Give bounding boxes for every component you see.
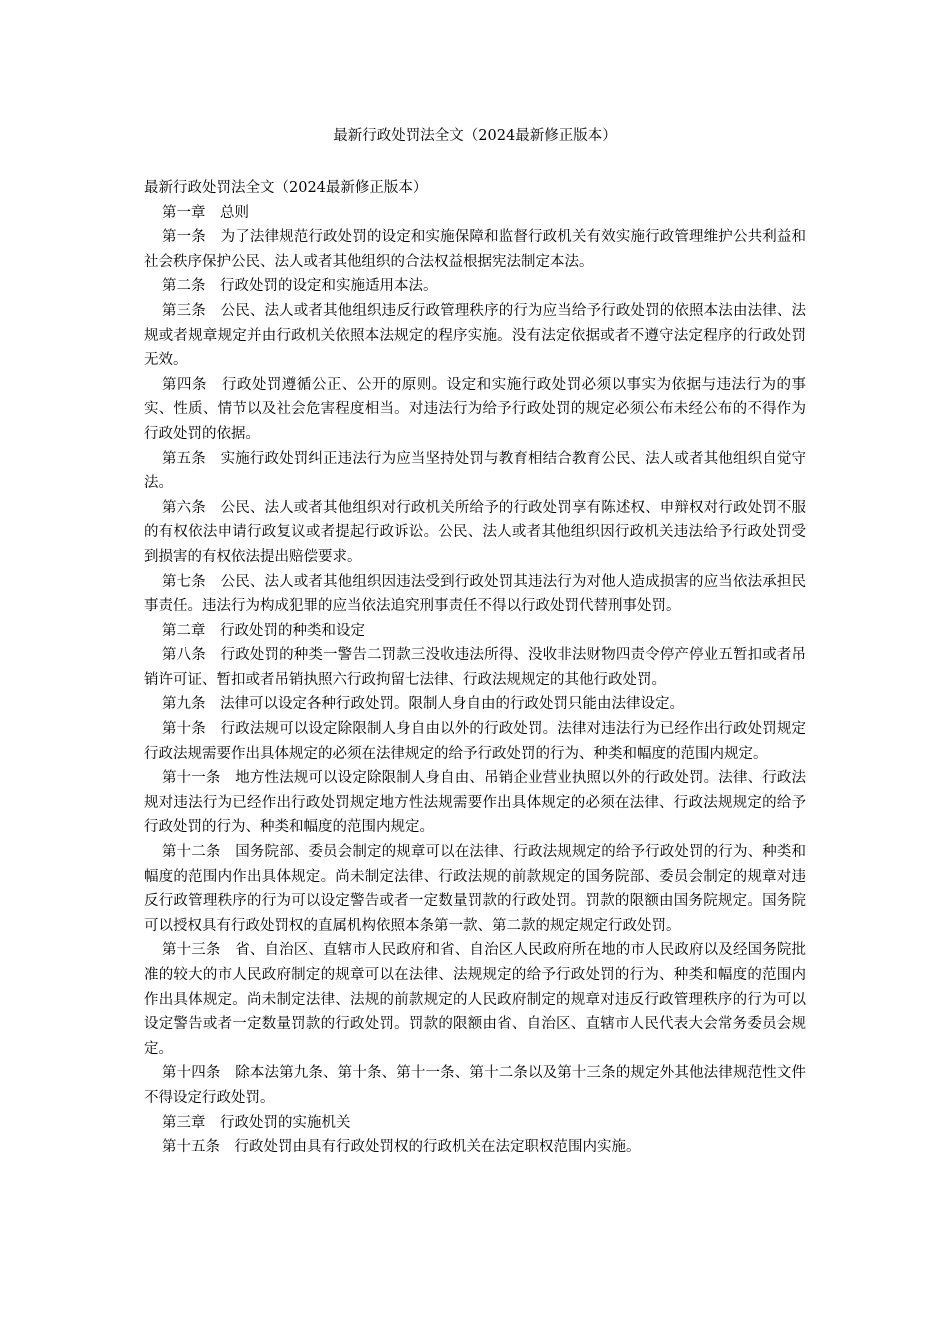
article-text: 省、自治区、直辖市人民政府和省、自治区人民政府所在地的市人民政府以及经国务院批准的较大的市人民政府制定的规章可以在法律、法规规定的给予行政处罚的行为、种类和幅度的范围内作出具体规定。尚未制定法律、法规的前款规定的人民政府制定的规章对违反行政管理秩序的行为可以设定警告或者一定数量罚款的行政处罚。罚款的限额由省、自治区、直辖市人民代表大会常务委员会规定。 — [144, 942, 807, 1057]
article-text: 为了法律规范行政处罚的设定和实施保障和监督行政机关有效实施行政管理维护公共利益和社会秩序保护公民、法人或者其他组织的合法权益根据宪法制定本法。 — [144, 229, 807, 270]
article-label: 第一章 — [162, 204, 206, 221]
article-label: 第八条 — [162, 647, 206, 664]
article-text: 行政处罚的种类一警告二罚款三没收违法所得、没收非法财物四责令停产停业五暂扣或者吊销许可证、暂扣或者吊销执照六行政拘留七法律、行政法规规定的其他行政处罚。 — [144, 647, 807, 688]
article-label: 第六条 — [162, 499, 206, 516]
article-paragraph — [144, 201, 806, 226]
article-label: 第十一条 — [162, 770, 221, 787]
article-label: 第一条 — [162, 229, 206, 246]
article-label: 第七条 — [162, 573, 206, 590]
article-paragraph — [144, 274, 806, 299]
article-paragraph — [144, 840, 806, 938]
article-text: 行政处罚的设定和实施适用本法。 — [220, 278, 438, 295]
article-text: 公民、法人或者其他组织因违法受到行政处罚其违法行为对他人造成损害的应当依法承担民事责任。违法行为构成犯罪的应当依法追究刑事责任不得以行政处罚代替刑事处罚。 — [144, 573, 807, 615]
document-title: 最新行政处罚法全文（2024最新修正版本） — [333, 128, 617, 144]
article-paragraph — [144, 373, 806, 447]
article-label: 第五条 — [162, 450, 206, 467]
article-text: 行政处罚的种类和设定 — [220, 622, 365, 639]
article-text: 除本法第九条、第十条、第十一条、第十二条以及第十三条的规定外其他法律规范性文件不得设定行政处罚。 — [144, 1065, 807, 1106]
article-paragraph — [144, 496, 806, 570]
document-subtitle: 最新行政处罚法全文（2024最新修正版本） — [144, 180, 428, 196]
article-text: 行政法规可以设定除限制人身自由以外的行政处罚。法律对违法行为已经作出行政处罚规定行政法规需要作出具体规定的必须在法律规定的给予行政处罚的行为、种类和幅度的范围内规定。 — [144, 721, 807, 762]
article-text: 地方性法规可以设定除限制人身自由、吊销企业营业执照以外的行政处罚。法律、行政法规对违法行为已经作出行政处罚规定地方性法规需要作出具体规定的必须在法律、行政法规规定的给予行政处罚的行为、种类和幅度的范围内规定。 — [144, 770, 807, 836]
article-paragraph — [144, 619, 806, 644]
article-paragraph — [144, 570, 806, 619]
article-label: 第十三条 — [162, 942, 221, 959]
article-text: 公民、法人或者其他组织对行政机关所给予的行政处罚享有陈述权、申辩权对行政处罚不服的有权依法申请行政复议或者提起行政诉讼。公民、法人或者其他组织因行政机关违法给予行政处罚受到损害的有权依法提出赔偿要求。 — [144, 499, 807, 565]
article-label: 第十二条 — [162, 844, 221, 861]
article-paragraph — [144, 692, 806, 717]
article-label: 第三条 — [162, 302, 206, 319]
article-paragraph — [144, 225, 806, 274]
article-paragraph — [144, 1135, 806, 1160]
article-text: 国务院部、委员会制定的规章可以在法律、行政法规规定的给予行政处罚的行为、种类和幅度的范围内作出具体规定。尚未制定法律、行政法规的前款规定的国务院部、委员会制定的规章对违反行政管理秩序的行为可以设定警告或者一定数量罚款的行政处罚。罚款的限额由国务院规定。国务院可以授权具有行政处罚权的直属机构依照本条第一款、第二款的规定规定行政处罚。 — [144, 844, 807, 934]
article-paragraph — [144, 643, 806, 692]
article-text: 公民、法人或者其他组织违反行政管理秩序的行为应当给予行政处罚的依照本法由法律、法规或者规章规定并由行政机关依照本法规定的程序实施。没有法定依据或者不遵守法定程序的行政处罚无效。 — [144, 302, 807, 369]
article-label: 第二条 — [162, 278, 206, 295]
article-text: 行政处罚的实施机关 — [220, 1114, 351, 1131]
article-paragraph — [144, 938, 806, 1061]
article-paragraph — [144, 766, 806, 840]
article-text: 行政处罚由具有行政处罚权的行政机关在法定职权范围内实施。 — [234, 1139, 641, 1156]
article-paragraph — [144, 1061, 806, 1110]
article-paragraph — [144, 447, 806, 496]
article-label: 第十条 — [162, 721, 206, 738]
article-paragraph — [144, 717, 806, 766]
paragraph-list — [144, 201, 806, 1160]
article-label: 第四条 — [162, 376, 207, 393]
article-text: 行政处罚遵循公正、公开的原则。设定和实施行政处罚必须以事实为依据与违法行为的事实、性质、情节以及社会危害程度相当。对违法行为给予行政处罚的规定必须公布未经公布的不得作为行政处罚的依据。 — [144, 376, 807, 442]
article-label: 第二章 — [162, 622, 206, 639]
document-body — [144, 176, 806, 1160]
article-label: 第十四条 — [162, 1065, 221, 1082]
article-label: 第三章 — [162, 1114, 206, 1131]
article-paragraph — [144, 299, 806, 373]
article-text: 法律可以设定各种行政处罚。限制人身自由的行政处罚只能由法律设定。 — [220, 696, 684, 713]
article-paragraph — [144, 1111, 806, 1136]
article-text: 实施行政处罚纠正违法行为应当坚持处罚与教育相结合教育公民、法人或者其他组织自觉守法。 — [144, 450, 807, 492]
article-label: 第十五条 — [162, 1139, 220, 1156]
article-label: 第九条 — [162, 696, 206, 713]
article-text: 总则 — [220, 204, 249, 221]
